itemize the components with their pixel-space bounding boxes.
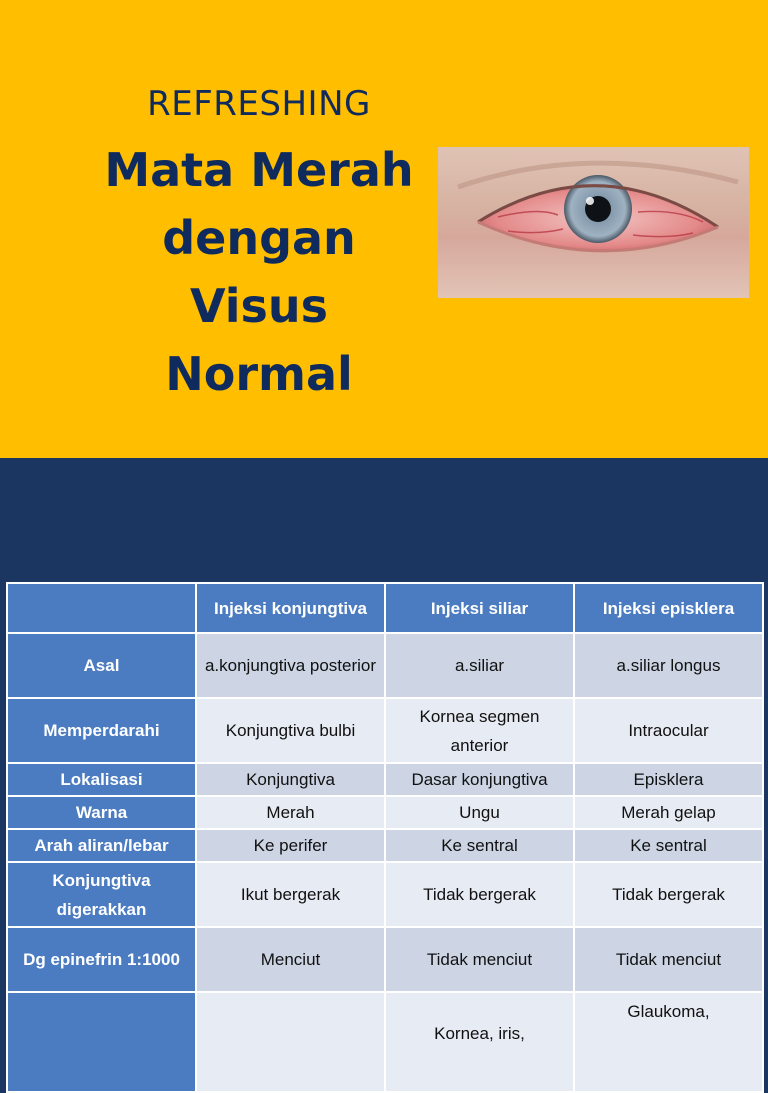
row-label: Warna xyxy=(7,796,196,829)
table-cell: Konjungtiva xyxy=(196,763,385,796)
table-cell: Merah gelap xyxy=(574,796,763,829)
title-line-3: Visus Normal xyxy=(165,279,353,401)
table-cell: Ikut bergerak xyxy=(196,862,385,927)
table-cell: Glaukoma, xyxy=(574,992,763,1092)
row-label: Memperdarahi xyxy=(7,698,196,763)
table-row xyxy=(7,927,763,992)
table-cell xyxy=(196,992,385,1092)
header-injeksi-episklera: Injeksi episklera xyxy=(574,583,763,633)
table-cell: a.siliar longus xyxy=(574,633,763,698)
table-cell: a.siliar xyxy=(385,633,574,698)
table-cell: Ungu xyxy=(385,796,574,829)
table-cell: Ke sentral xyxy=(385,829,574,862)
header-injeksi-konjungtiva: Injeksi konjungtiva xyxy=(196,583,385,633)
eye-illustration xyxy=(438,147,749,298)
table-header-row xyxy=(7,583,763,633)
table-cell: Intraocular xyxy=(574,698,763,763)
table-cell: Episklera xyxy=(574,763,763,796)
row-label: Lokalisasi xyxy=(7,763,196,796)
row-label: Asal xyxy=(7,633,196,698)
table-row xyxy=(7,633,763,698)
table-cell: Tidak bergerak xyxy=(385,862,574,927)
title-slide xyxy=(0,0,768,458)
table-cell: Ke sentral xyxy=(574,829,763,862)
row-label: Arah aliran/lebar xyxy=(7,829,196,862)
slide-kicker: REFRESHING xyxy=(147,84,371,124)
table-row xyxy=(7,698,763,763)
red-eye-photo xyxy=(438,147,749,298)
row-label: Konjungtiva digerakkan xyxy=(7,862,196,927)
table-cell: Kornea, iris, xyxy=(385,992,574,1092)
table-cell: Merah xyxy=(196,796,385,829)
table-cell: Kornea segmen anterior xyxy=(385,698,574,763)
title-line-1: Mata Merah xyxy=(104,143,414,197)
table-cell: Ke perifer xyxy=(196,829,385,862)
table-cell: Tidak bergerak xyxy=(574,862,763,927)
table-cell: a.konjungtiva posterior xyxy=(196,633,385,698)
header-injeksi-siliar: Injeksi siliar xyxy=(385,583,574,633)
table-row xyxy=(7,763,763,796)
table-row xyxy=(7,992,763,1092)
table-row xyxy=(7,829,763,862)
table-cell: Tidak menciut xyxy=(574,927,763,992)
table-cell: Menciut xyxy=(196,927,385,992)
table-row xyxy=(7,796,763,829)
table-cell: Konjungtiva bulbi xyxy=(196,698,385,763)
table-row xyxy=(7,862,763,927)
row-label: Dg epinefrin 1:1000 xyxy=(7,927,196,992)
row-label xyxy=(7,992,196,1092)
table-cell: Dasar konjungtiva xyxy=(385,763,574,796)
slide-title xyxy=(90,136,428,408)
title-line-2: dengan xyxy=(162,211,356,265)
header-corner xyxy=(7,583,196,633)
table-cell: Tidak menciut xyxy=(385,927,574,992)
injection-comparison-table xyxy=(6,582,764,1093)
